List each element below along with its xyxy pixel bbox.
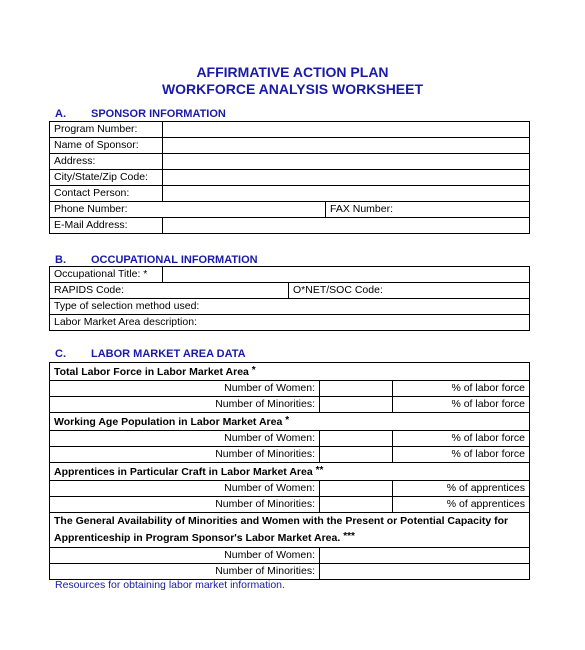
pct-labor-force-label: % of labor force (393, 447, 530, 463)
table-row (50, 267, 530, 283)
rapids-code-label: RAPIDS Code: (54, 284, 125, 296)
sponsor-name-field[interactable] (163, 138, 530, 154)
working-age-label: Working Age Population in Labor Market Area (54, 416, 283, 428)
email-field[interactable] (163, 218, 530, 234)
apprentices-label: Apprentices in Particular Craft in Labor Market Area (54, 466, 313, 478)
program-number-field[interactable] (163, 122, 530, 138)
sponsor-info-table (49, 121, 530, 234)
women-label: Number of Women: (50, 381, 320, 397)
phone-number-label: Phone Number: (54, 203, 128, 215)
table-row (50, 154, 530, 170)
minorities-field[interactable] (320, 564, 530, 580)
section-b-letter: B. (55, 254, 66, 266)
onet-code-field[interactable] (289, 283, 530, 299)
pct-labor-force-label: % of labor force (393, 397, 530, 413)
general-availability-mark: *** (343, 531, 355, 542)
section-c-title: LABOR MARKET AREA DATA (91, 348, 246, 360)
table-row (50, 447, 530, 463)
table-row (50, 186, 530, 202)
section-c-heading (55, 348, 246, 360)
table-row (50, 363, 530, 381)
sponsor-name-label: Name of Sponsor: (50, 138, 163, 154)
fax-number-field[interactable] (326, 202, 530, 218)
women-field[interactable] (320, 481, 393, 497)
pct-apprentices-label: % of apprentices (393, 497, 530, 513)
table-row (50, 463, 530, 481)
table-row (50, 138, 530, 154)
section-a-heading (55, 108, 226, 120)
table-row (50, 431, 530, 447)
minorities-label: Number of Minorities: (50, 564, 320, 580)
city-state-zip-field[interactable] (163, 170, 530, 186)
selection-method-field[interactable] (50, 299, 530, 315)
women-field[interactable] (320, 431, 393, 447)
women-label: Number of Women: (50, 431, 320, 447)
market-area-desc-field[interactable] (50, 315, 530, 331)
apprentices-heading (50, 463, 530, 481)
form-subtitle: WORKFORCE ANALYSIS WORKSHEET (161, 81, 424, 97)
address-field[interactable] (163, 154, 530, 170)
selection-method-label: Type of selection method used: (54, 300, 200, 312)
city-state-zip-label: City/State/Zip Code: (50, 170, 163, 186)
rapids-code-field[interactable] (50, 283, 289, 299)
table-row (50, 299, 530, 315)
table-row (50, 283, 530, 299)
table-row (50, 170, 530, 186)
table-row (50, 413, 530, 431)
section-c-letter: C. (55, 348, 66, 360)
apprentices-mark: ** (315, 465, 324, 476)
women-label: Number of Women: (50, 548, 320, 564)
program-number-label: Program Number: (50, 122, 163, 138)
table-row (50, 381, 530, 397)
table-row (50, 315, 530, 331)
minorities-field[interactable] (320, 447, 393, 463)
working-age-mark: * (285, 415, 290, 426)
pct-labor-force-label: % of labor force (393, 431, 530, 447)
section-a-title: SPONSOR INFORMATION (91, 108, 226, 120)
general-availability-heading (50, 513, 530, 548)
women-field[interactable] (320, 548, 530, 564)
onet-code-label: O*NET/SOC Code: (293, 284, 383, 296)
fax-number-label: FAX Number: (330, 203, 394, 215)
women-field[interactable] (320, 381, 393, 397)
address-label: Address: (50, 154, 163, 170)
table-row (50, 548, 530, 564)
table-row (50, 218, 530, 234)
table-row (50, 122, 530, 138)
pct-apprentices-label: % of apprentices (393, 481, 530, 497)
working-age-heading (50, 413, 530, 431)
total-labor-force-label: Total Labor Force in Labor Market Area (54, 366, 249, 378)
section-b-title: OCCUPATIONAL INFORMATION (91, 254, 258, 266)
minorities-label: Number of Minorities: (50, 497, 320, 513)
contact-person-field[interactable] (163, 186, 530, 202)
minorities-field[interactable] (320, 497, 393, 513)
general-availability-label: The General Availability of Minorities and Women with the Present or Potential Capacity for Apprenticeship in Program Sponsor's Labor Market Area. (54, 515, 509, 544)
table-row (50, 564, 530, 580)
section-a-letter: A. (55, 108, 66, 120)
table-row (50, 481, 530, 497)
occupational-title-field[interactable] (163, 267, 530, 283)
table-row (50, 513, 530, 548)
email-label: E-Mail Address: (50, 218, 163, 234)
minorities-label: Number of Minorities: (50, 397, 320, 413)
labor-market-table (49, 362, 530, 580)
occupational-title-label: Occupational Title: * (50, 267, 163, 283)
section-b-heading (55, 254, 258, 266)
phone-number-field[interactable] (50, 202, 326, 218)
market-area-desc-label: Labor Market Area description: (54, 316, 197, 328)
minorities-label: Number of Minorities: (50, 447, 320, 463)
women-label: Number of Women: (50, 481, 320, 497)
form-title: AFFIRMATIVE ACTION PLAN (196, 64, 389, 80)
table-row (50, 497, 530, 513)
table-row (50, 202, 530, 218)
table-row (50, 397, 530, 413)
occupational-info-table (49, 266, 530, 331)
total-labor-force-heading (50, 363, 530, 381)
contact-person-label: Contact Person: (50, 186, 163, 202)
pct-labor-force-label: % of labor force (393, 381, 530, 397)
minorities-field[interactable] (320, 397, 393, 413)
resources-note: Resources for obtaining labor market information. (55, 579, 285, 591)
total-labor-force-mark: * (251, 365, 256, 376)
